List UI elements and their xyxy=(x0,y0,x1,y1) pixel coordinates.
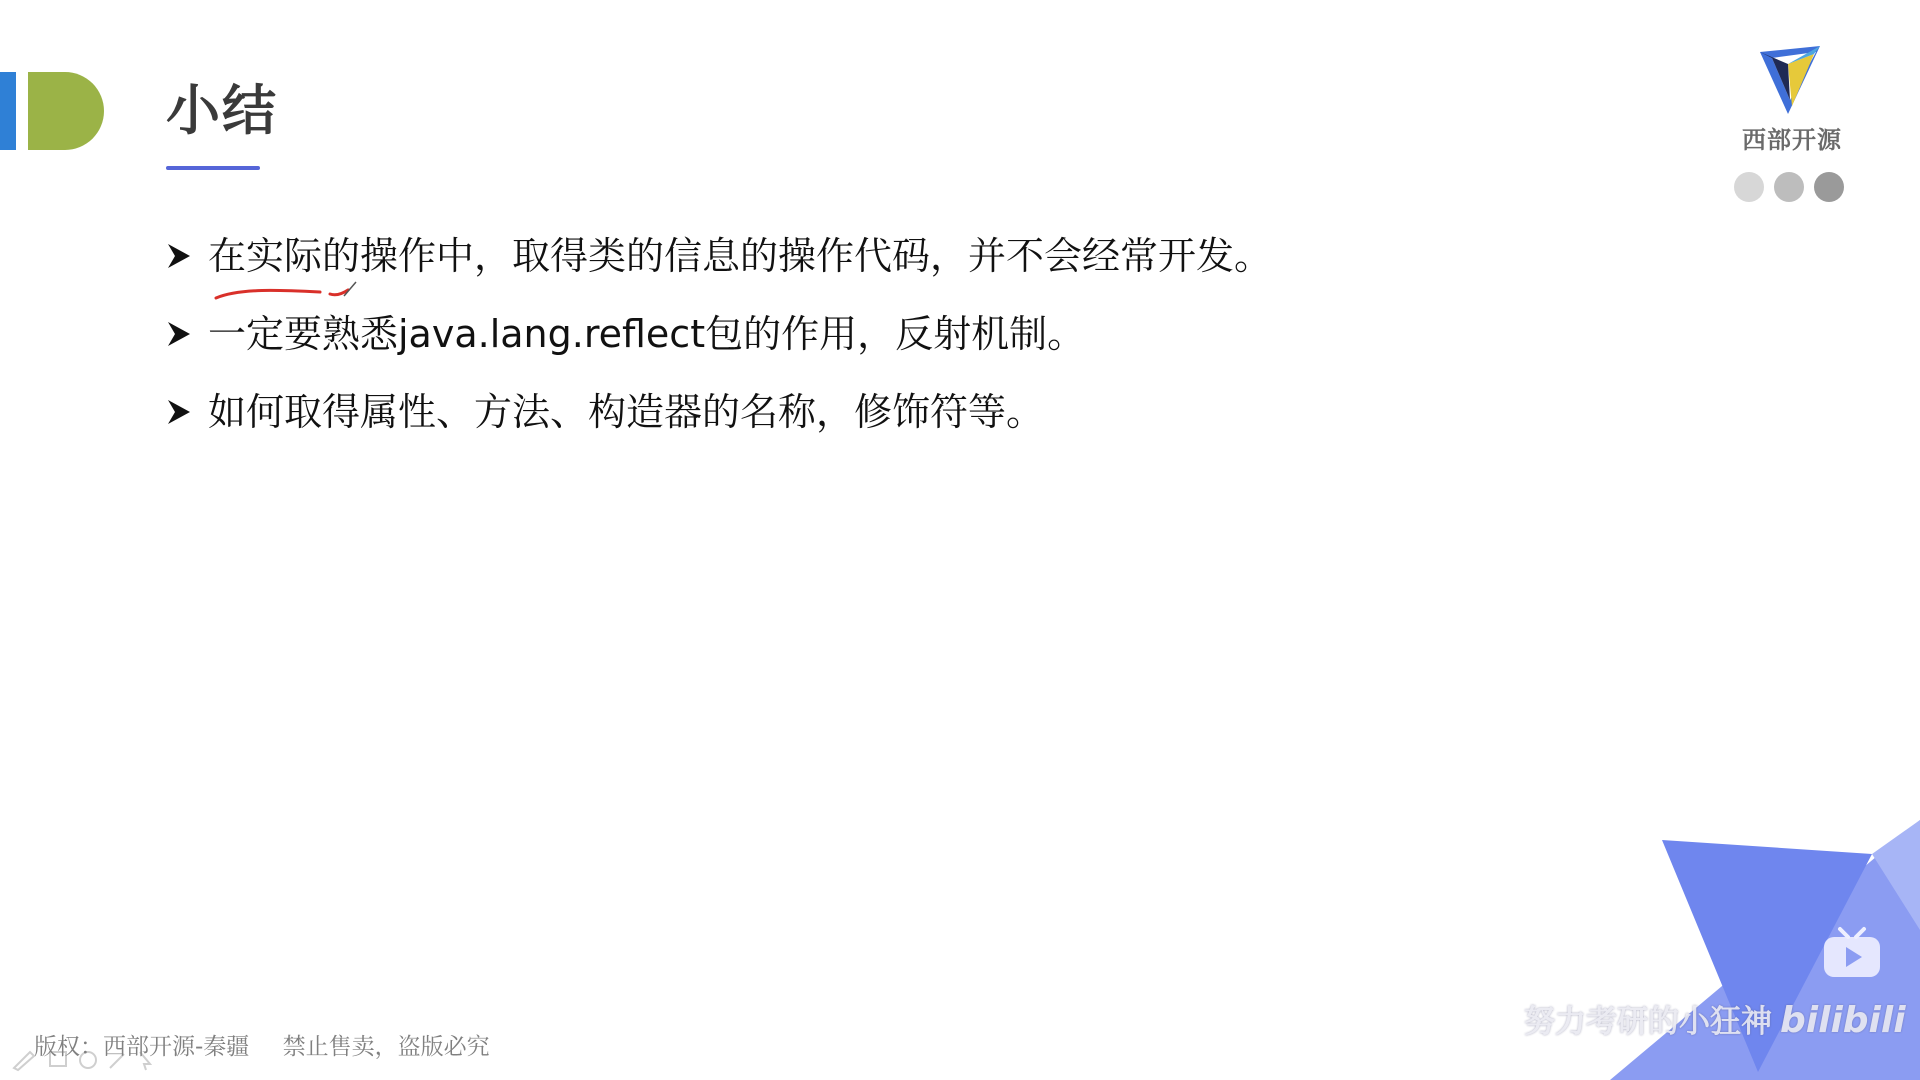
dot-3 xyxy=(1814,172,1844,202)
dot-2 xyxy=(1774,172,1804,202)
video-watermark xyxy=(1524,996,1906,1041)
notice-text: 禁止售卖，盗版必究 xyxy=(282,1034,490,1060)
accent-shape-green xyxy=(28,72,104,150)
brand-logo xyxy=(1736,44,1848,152)
arrow-bullet-icon xyxy=(166,242,192,270)
arrow-bullet-icon xyxy=(166,320,192,348)
footer-copyright xyxy=(34,1028,516,1061)
uploader-name: 努力考研的小狂神 xyxy=(1524,1004,1772,1040)
platform-name: bilibili xyxy=(1780,1000,1906,1041)
pen-annotation xyxy=(210,276,360,306)
bullet-text: 如何取得属性、方法、构造器的名称，修饰符等。 xyxy=(208,390,1045,434)
slide-title: 小结 xyxy=(166,79,278,142)
logo-mark-icon xyxy=(1758,44,1824,116)
dot-1 xyxy=(1734,172,1764,202)
accent-bar-blue xyxy=(0,72,16,150)
copyright-text: 版权：西部开源-秦疆 xyxy=(34,1034,250,1060)
logo-text: 西部开源 xyxy=(1742,126,1842,154)
arrow-bullet-icon xyxy=(166,398,192,426)
bilibili-tv-icon xyxy=(1820,925,1884,981)
bullet-text: 一定要熟悉java.lang.reflect包的作用，反射机制。 xyxy=(208,312,1086,356)
bullet-text: 在实际的操作中，取得类的信息的操作代码，并不会经常开发。 xyxy=(208,234,1273,278)
title-underline xyxy=(166,166,260,170)
